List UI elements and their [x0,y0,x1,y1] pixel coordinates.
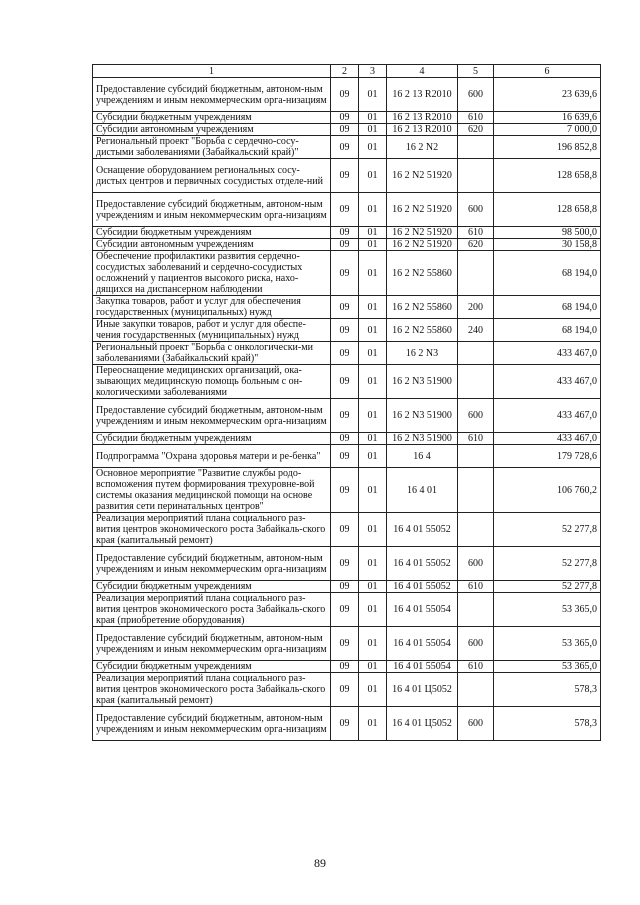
row-name-cell: Субсидии бюджетным учреждениям [93,227,331,239]
row-amount-cell: 128 658,8 [494,193,601,227]
row-target-article-cell: 16 4 01 55054 [387,593,458,627]
row-subsection-cell: 01 [359,468,387,513]
row-section-cell: 09 [331,673,359,707]
row-subsection-cell: 01 [359,433,387,445]
row-expense-type-cell: 610 [458,112,494,124]
row-subsection-cell: 01 [359,193,387,227]
table-row [93,707,601,741]
row-section-cell: 09 [331,319,359,342]
row-expense-type-cell: 610 [458,433,494,445]
header-cell: 6 [494,65,601,78]
table-row [93,581,601,593]
table-row [93,468,601,513]
row-expense-type-cell: 610 [458,661,494,673]
row-amount-cell: 106 760,2 [494,468,601,513]
table-row [93,593,601,627]
row-target-article-cell: 16 2 N3 [387,342,458,365]
row-target-article-cell: 16 2 13 R2010 [387,78,458,112]
table-row [93,136,601,159]
row-subsection-cell: 01 [359,661,387,673]
row-amount-cell: 196 852,8 [494,136,601,159]
row-target-article-cell: 16 4 01 55052 [387,547,458,581]
table-row [93,661,601,673]
row-name-cell: Предоставление субсидий бюджетным, автоном-ным учреждениям и иным некоммерческим орга-низациям [93,547,331,581]
row-expense-type-cell [458,593,494,627]
row-amount-cell: 68 194,0 [494,296,601,319]
row-name-cell: Реализация мероприятий плана социального раз-вития центров экономического роста Забайкаль-ского края (капитальный ремонт) [93,513,331,547]
row-subsection-cell: 01 [359,365,387,399]
row-target-article-cell: 16 4 01 55054 [387,627,458,661]
row-expense-type-cell [458,468,494,513]
row-section-cell: 09 [331,159,359,193]
row-amount-cell: 53 365,0 [494,627,601,661]
row-target-article-cell: 16 2 N3 51900 [387,433,458,445]
row-subsection-cell: 01 [359,296,387,319]
row-amount-cell: 7 000,0 [494,124,601,136]
row-expense-type-cell [458,673,494,707]
row-subsection-cell: 01 [359,445,387,468]
row-subsection-cell: 01 [359,124,387,136]
row-section-cell: 09 [331,239,359,251]
row-subsection-cell: 01 [359,319,387,342]
row-target-article-cell: 16 2 N2 51920 [387,239,458,251]
header-cell: 1 [93,65,331,78]
row-expense-type-cell: 610 [458,581,494,593]
row-section-cell: 09 [331,593,359,627]
table-row [93,627,601,661]
row-name-cell: Основное мероприятие "Развитие службы родо-вспоможения путем формирования трехуровне-вой системы оказания медицинской помощи на основе развития сети перинатальных центров" [93,468,331,513]
row-section-cell: 09 [331,399,359,433]
table-row [93,251,601,296]
table-row [93,227,601,239]
table-row [93,78,601,112]
row-section-cell: 09 [331,707,359,741]
header-cell: 2 [331,65,359,78]
table-row [93,673,601,707]
row-subsection-cell: 01 [359,251,387,296]
row-target-article-cell: 16 2 N3 51900 [387,365,458,399]
row-amount-cell: 98 500,0 [494,227,601,239]
row-expense-type-cell: 620 [458,239,494,251]
row-section-cell: 09 [331,627,359,661]
row-amount-cell: 52 277,8 [494,547,601,581]
row-name-cell: Переоснащение медицинских организаций, ока-зывающих медицинскую помощь больным с он-кологическими заболеваниями [93,365,331,399]
row-section-cell: 09 [331,227,359,239]
row-section-cell: 09 [331,433,359,445]
table-row [93,342,601,365]
row-name-cell: Субсидии автономным учреждениям [93,239,331,251]
row-expense-type-cell: 600 [458,193,494,227]
row-amount-cell: 433 467,0 [494,433,601,445]
row-name-cell: Субсидии бюджетным учреждениям [93,433,331,445]
row-name-cell: Региональный проект "Борьба с сердечно-сосу-дистыми заболеваниями (Забайкальский край)" [93,136,331,159]
row-amount-cell: 68 194,0 [494,319,601,342]
row-section-cell: 09 [331,78,359,112]
row-section-cell: 09 [331,296,359,319]
row-name-cell: Реализация мероприятий плана социального раз-вития центров экономического роста Забайкаль-ского края (приобретение оборудования) [93,593,331,627]
page-number: 89 [314,856,326,870]
table-row [93,365,601,399]
row-section-cell: 09 [331,112,359,124]
row-target-article-cell: 16 2 N2 55860 [387,319,458,342]
row-section-cell: 09 [331,136,359,159]
row-section-cell: 09 [331,342,359,365]
row-subsection-cell: 01 [359,513,387,547]
table-row [93,296,601,319]
row-subsection-cell: 01 [359,399,387,433]
row-expense-type-cell: 610 [458,227,494,239]
header-cell: 3 [359,65,387,78]
row-name-cell: Обеспечение профилактики развития сердечно-сосудистых заболеваний и сердечно-сосудистых осложнений у пациентов высокого риска, нахо-дящихся на диспансерном наблюдении [93,251,331,296]
row-expense-type-cell [458,445,494,468]
row-section-cell: 09 [331,193,359,227]
row-expense-type-cell [458,342,494,365]
row-target-article-cell: 16 2 N2 51920 [387,193,458,227]
row-name-cell: Субсидии бюджетным учреждениям [93,112,331,124]
row-subsection-cell: 01 [359,593,387,627]
row-amount-cell: 179 728,6 [494,445,601,468]
row-expense-type-cell: 600 [458,707,494,741]
row-target-article-cell: 16 4 01 55052 [387,513,458,547]
row-subsection-cell: 01 [359,581,387,593]
table-row [93,399,601,433]
row-amount-cell: 578,3 [494,673,601,707]
row-expense-type-cell [458,365,494,399]
row-subsection-cell: 01 [359,707,387,741]
table-row [93,124,601,136]
row-subsection-cell: 01 [359,78,387,112]
row-target-article-cell: 16 2 13 R2010 [387,112,458,124]
row-target-article-cell: 16 2 13 R2010 [387,124,458,136]
row-target-article-cell: 16 2 N2 55860 [387,251,458,296]
table-row [93,319,601,342]
row-target-article-cell: 16 4 [387,445,458,468]
row-amount-cell: 16 639,6 [494,112,601,124]
row-section-cell: 09 [331,445,359,468]
row-name-cell: Иные закупки товаров, работ и услуг для обеспе-чения государственных (муниципальных) нужд [93,319,331,342]
row-section-cell: 09 [331,365,359,399]
table-row [93,547,601,581]
row-amount-cell: 52 277,8 [494,513,601,547]
row-target-article-cell: 16 4 01 Ц5052 [387,673,458,707]
header-cell: 5 [458,65,494,78]
row-subsection-cell: 01 [359,159,387,193]
row-name-cell: Предоставление субсидий бюджетным, автоном-ным учреждениям и иным некоммерческим орга-низациям [93,707,331,741]
row-amount-cell: 433 467,0 [494,342,601,365]
row-section-cell: 09 [331,124,359,136]
row-expense-type-cell [458,513,494,547]
row-expense-type-cell: 600 [458,399,494,433]
row-name-cell: Предоставление субсидий бюджетным, автоном-ным учреждениям и иным некоммерческим орга-низациям [93,399,331,433]
row-name-cell: Субсидии автономным учреждениям [93,124,331,136]
row-subsection-cell: 01 [359,673,387,707]
row-subsection-cell: 01 [359,112,387,124]
table-row [93,112,601,124]
row-amount-cell: 30 158,8 [494,239,601,251]
row-amount-cell: 53 365,0 [494,593,601,627]
row-amount-cell: 52 277,8 [494,581,601,593]
row-subsection-cell: 01 [359,342,387,365]
row-name-cell: Реализация мероприятий плана социального раз-вития центров экономического роста Забайкаль-ского края (капитальный ремонт) [93,673,331,707]
row-amount-cell: 433 467,0 [494,365,601,399]
budget-table [92,64,601,741]
row-section-cell: 09 [331,468,359,513]
row-amount-cell: 68 194,0 [494,251,601,296]
row-subsection-cell: 01 [359,239,387,251]
table-row [93,445,601,468]
row-expense-type-cell: 200 [458,296,494,319]
row-name-cell: Предоставление субсидий бюджетным, автоном-ным учреждениям и иным некоммерческим орга-низациям [93,78,331,112]
row-expense-type-cell: 620 [458,124,494,136]
row-name-cell: Предоставление субсидий бюджетным, автоном-ным учреждениям и иным некоммерческим орга-низациям [93,627,331,661]
row-amount-cell: 53 365,0 [494,661,601,673]
row-subsection-cell: 01 [359,136,387,159]
header-cell: 4 [387,65,458,78]
row-target-article-cell: 16 4 01 Ц5052 [387,707,458,741]
row-name-cell: Оснащение оборудованием региональных сосу-дистых центров и первичных сосудистых отделе-ний [93,159,331,193]
row-section-cell: 09 [331,513,359,547]
row-expense-type-cell [458,159,494,193]
table-row [93,193,601,227]
row-section-cell: 09 [331,661,359,673]
row-name-cell: Закупка товаров, работ и услуг для обеспечения государственных (муниципальных) нужд [93,296,331,319]
row-expense-type-cell: 600 [458,78,494,112]
row-target-article-cell: 16 4 01 55052 [387,581,458,593]
table-row [93,239,601,251]
row-expense-type-cell: 600 [458,627,494,661]
row-amount-cell: 578,3 [494,707,601,741]
row-subsection-cell: 01 [359,227,387,239]
row-amount-cell: 128 658,8 [494,159,601,193]
row-name-cell: Подпрограмма "Охрана здоровья матери и ре-бенка" [93,445,331,468]
row-name-cell: Региональный проект "Борьба с онкологически-ми заболеваниями (Забайкальский край)" [93,342,331,365]
row-target-article-cell: 16 2 N3 51900 [387,399,458,433]
row-amount-cell: 433 467,0 [494,399,601,433]
row-section-cell: 09 [331,581,359,593]
row-section-cell: 09 [331,547,359,581]
row-name-cell: Субсидии бюджетным учреждениям [93,661,331,673]
row-expense-type-cell: 240 [458,319,494,342]
row-expense-type-cell [458,136,494,159]
row-section-cell: 09 [331,251,359,296]
row-expense-type-cell: 600 [458,547,494,581]
row-target-article-cell: 16 2 N2 51920 [387,159,458,193]
row-target-article-cell: 16 4 01 55054 [387,661,458,673]
table-header-row [93,65,601,78]
row-amount-cell: 23 639,6 [494,78,601,112]
row-name-cell: Предоставление субсидий бюджетным, автоном-ным учреждениям и иным некоммерческим орга-низациям [93,193,331,227]
row-target-article-cell: 16 2 N2 51920 [387,227,458,239]
row-name-cell: Субсидии бюджетным учреждениям [93,581,331,593]
table-row [93,433,601,445]
row-target-article-cell: 16 2 N2 55860 [387,296,458,319]
row-subsection-cell: 01 [359,547,387,581]
table-row [93,513,601,547]
row-expense-type-cell [458,251,494,296]
row-target-article-cell: 16 2 N2 [387,136,458,159]
table-row [93,159,601,193]
row-target-article-cell: 16 4 01 [387,468,458,513]
row-subsection-cell: 01 [359,627,387,661]
